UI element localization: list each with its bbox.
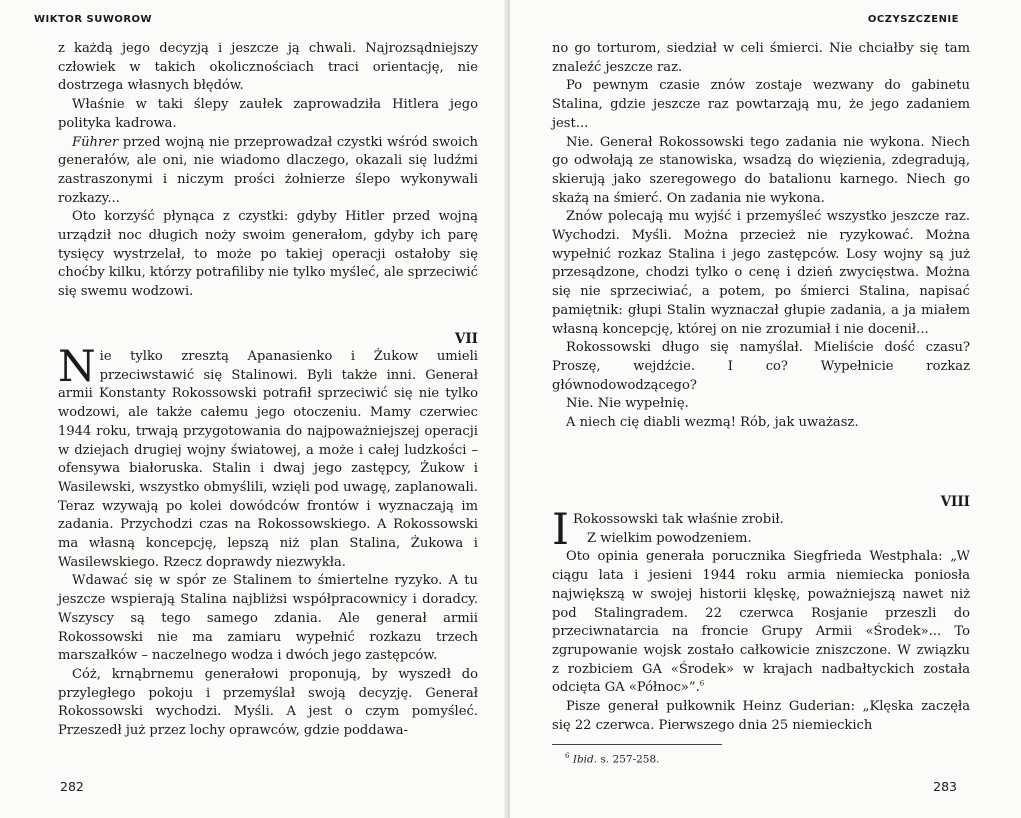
paragraph: Znów polecają mu wyjść i przemyśleć wszystko jeszcze raz. Wychodzi. Myśli. Można przecież nie ryzykować. Można wypełnić rozkaz Stalina i jego zastępców. Losy wojny są już przesądzone, chodzi tylko o cenę i dzień zwycięstwa. Można się nie sprzeciwiać, a potem, po śmierci Stalina, napisać pamiętnik: głupi Stalin wyznaczał głupie zadania, a ja miałem własną koncepcję, której on nie zrozumiał i nie docenił...	[552, 209, 970, 337]
footnote-rule	[552, 744, 722, 745]
paragraph: Nie. Nie wypełnię.	[566, 396, 689, 412]
chapter-vii	[58, 330, 478, 741]
page-number-left: 282	[60, 779, 84, 794]
paragraph: no go torturom, siedział w celi śmierci. Nie chciałby się tam znaleźć jeszcze raz.	[552, 41, 970, 75]
footnote-marker: 6	[699, 679, 705, 688]
running-head-right: OCZYSZCZENIE	[867, 14, 959, 25]
footnote-number: 6	[565, 752, 570, 760]
paragraph: Pisze generał pułkownik Heinz Guderian: „Klęska zaczęła się 22 czerwca. Pierwszego dnia 25 niemieckich	[552, 699, 970, 733]
text-block-top-left	[58, 40, 478, 302]
drop-cap: N	[58, 342, 96, 392]
paragraph: Z wielkim powodzeniem.	[587, 530, 752, 546]
paragraph: Oto korzyść płynąca z czystki: gdyby Hitler przed wojną urządził noc długich noży swoim generałom, gdyby ich parę tysięcy wystrzelał, to może po takiej operacji ostałoby się choćby kilku, którzy potrafiliby nie tylko myśleć, ale sprzeciwić się swemu wodzowi.	[58, 209, 479, 300]
text-block-top-right	[552, 40, 970, 433]
chapter-opening: Nie tylko zresztą Apanasienko i Żukow umieli przeciwstawić się Stalinowi. Byli także inni. Generał armii Konstanty Rokossowski potrafił sprzeciwić się nie tylko wodzowi, ale także całemu jego otoczeniu. Mamy czerwiec 1944 roku, trwają przygotowania do najpoważniejszej operacji w dziejach drugiej wojny światowej, a może i całej ludzkości – ofensywa białoruska. Stalin i dwaj jego zastępcy, Żukow i Wasilewski, wszystko obmyślili, wzięli pod uwagę, zaplanowali. Teraz wzywają po kolei dowódców frontów i wyznaczają im zadania. Przychodzi czas na Rokossowskiego. A Rokossowski ma własną koncepcję, lepszą niż plan Stalina, Żukowa i Wasilewskiego. Rzecz doprawdy niezwykła.	[58, 342, 478, 570]
paragraph: Właśnie w taki ślepy zaułek zaprowadziła Hitlera jego polityka kadrowa.	[58, 97, 478, 131]
chapter-number: VII	[454, 331, 478, 347]
paragraph: Po pewnym czasie znów zostaje wezwany do gabinetu Stalina, gdzie jeszcze raz powtarzają mu, że jego zadaniem jest...	[552, 78, 970, 131]
paragraph: Cóż, krnąbrnemu generałowi proponują, by wyszedł do przyległego pokoju i przemyślał swoją decyzję. Generał Rokossowski wychodzi. Myśli. A jest o czym pomyśleć. Przeszedł już przez lochy oprawców, gdzie poddawa-	[58, 666, 478, 739]
chapter-opening: I Rokossowski tak właśnie zrobił.	[552, 505, 784, 555]
footnote	[565, 752, 660, 766]
footnote-pages: s. 257-258.	[600, 753, 660, 766]
paragraph: Wdawać się w spór ze Stalinem to śmiertelne ryzyko. A tu jeszcze wspierają Stalina najbliżsi współpracownicy i doradcy. Wszyscy są tego samego zdania. Ale generał armii Rokossowski nie ma zamiaru wypełnić rozkazu trzech marszałków – naczelnego wodza i dwóch jego zastępców.	[58, 573, 478, 664]
italic-word: Führer	[72, 134, 119, 150]
paragraph: Rokossowski długo się namyślał. Mieliście dość czasu? Proszę, wejdźcie. I co? Wypełnicie rozkaz głównodowodzącego?	[552, 340, 970, 393]
drop-cap: I	[552, 505, 569, 555]
footnote-ibid: Ibid.	[572, 753, 598, 766]
chapter-viii	[552, 493, 970, 735]
running-head-left: WIKTOR SUWOROW	[34, 14, 153, 25]
paragraph: Nie. Generał Rokossowski tego zadania nie wykona. Niech go odwołają ze stanowiska, wsadzą do więzienia, zdegradują, skierują jako szeregowego do batalionu karnego. Niech go skażą na śmierć. On zadania nie wykona.	[552, 134, 970, 206]
paragraph: z każdą jego decyzją i jeszcze ją chwali. Najrozsądniejszy człowiek w takich okolicznościach traci orientację, nie dostrzega własnych błędów.	[58, 41, 478, 94]
page-number-right: 283	[933, 779, 957, 794]
chapter-number: VIII	[940, 494, 970, 510]
left-page	[0, 0, 508, 818]
right-page	[510, 0, 1021, 818]
paragraph: Oto opinia generała porucznika Siegfrieda Westphala: „W ciągu lata i jesieni 1944 roku armia niemiecka poniosła największą w swojej historii klęskę, poważniejszą nawet niż pod Stalingradem. 22 czerwca Rosjanie przeszli do przeciwnatarcia na froncie Grupy Armii «Środek»... To zgrupowanie wojsk zostało całkowicie zniszczone. W związku z rozbiciem GA «Środek» w krajach nadbałtyckich została odcięta GA «Północ»”.$^6$	[552, 549, 970, 696]
paragraph: A niech cię diabli wezmą! Rób, jak uważasz.	[566, 415, 859, 431]
paragraph: Führer przed wojną nie przeprowadzał czystki wśród swoich generałów, ale oni, nie wiadomo dlaczego, okazali się ludźmi zastraszonymi i niczym prości żołnierze ślepo wykonywali rozkazy...	[58, 134, 478, 206]
